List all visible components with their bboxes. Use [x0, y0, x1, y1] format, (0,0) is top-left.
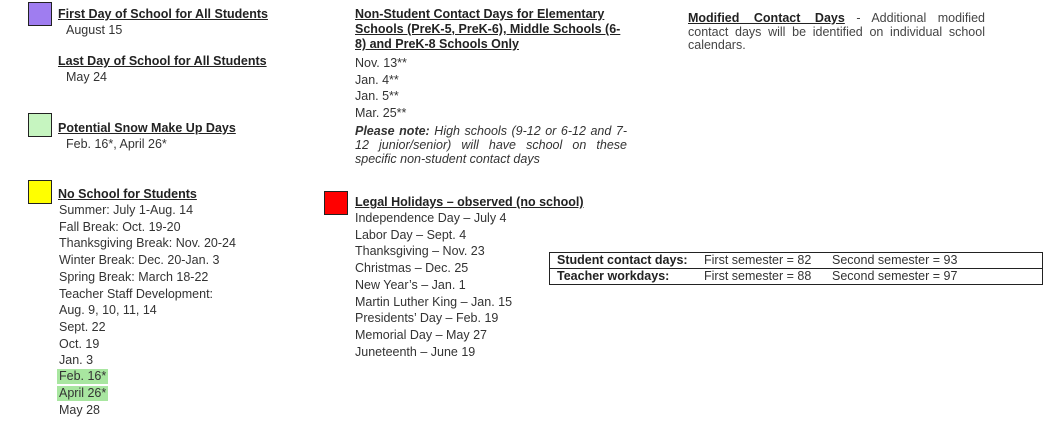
non-student-dates	[355, 55, 407, 122]
list-item: Memorial Day – May 27	[355, 327, 487, 342]
note-text: High schools (9-12 or 6-12 and 7-12 junior/senior) will have school on these specific non-student contact days	[355, 124, 628, 166]
list-item: Oct. 19	[59, 336, 100, 351]
modified-text: - Additional modified contact days will be identified on individual school calendars.	[688, 11, 985, 52]
list-item: Winter Break: Dec. 20-Jan. 3	[59, 253, 220, 268]
first-semester-value: First semester = 88	[704, 269, 812, 283]
list-item: Aug. 9, 10, 11, 14	[59, 303, 157, 318]
highlighted-snow-date: Feb. 16*	[59, 369, 107, 384]
no-school-heading: No School for Students	[58, 187, 197, 201]
holidays-list	[355, 210, 512, 360]
list-item: Presidents’ Day – Feb. 19	[355, 311, 499, 326]
list-item: Juneteenth – June 19	[355, 344, 476, 359]
list-item: Thanksgiving Break: Nov. 20-24	[59, 236, 236, 251]
list-item: Fall Break: Oct. 19-20	[59, 219, 181, 234]
first-day-heading: First Day of School for All Students	[58, 7, 268, 21]
second-semester-value: Second semester = 97	[832, 269, 958, 283]
row-label: Teacher workdays:	[557, 269, 670, 283]
list-item: Jan. 3	[59, 353, 94, 368]
holidays-heading: Legal Holidays – observed (no school)	[355, 195, 584, 209]
snow-dates: Feb. 16*, April 26*	[66, 137, 167, 151]
table-row	[550, 268, 1042, 284]
first-last-day-swatch	[28, 2, 52, 26]
non-student-heading: Non-Student Contact Days for Elementary Schools (PreK-5, PreK-6), Middle Schools (6-8) and PreK-8 Schools Only	[355, 7, 621, 51]
list-item: Spring Break: March 18-22	[59, 269, 209, 284]
summary-table	[549, 252, 1043, 285]
list-item: New Year’s – Jan. 1	[355, 277, 466, 292]
table-row	[550, 253, 1042, 268]
second-semester-value: Second semester = 93	[832, 253, 958, 267]
note-label: Please note:	[355, 124, 430, 138]
list-item: Christmas – Dec. 25	[355, 261, 469, 276]
list-item: Jan. 5**	[355, 89, 399, 104]
list-item: Labor Day – Sept. 4	[355, 227, 467, 242]
modified-contact-block	[688, 11, 985, 52]
first-semester-value: First semester = 82	[704, 253, 812, 267]
first-day-date: August 15	[66, 23, 123, 37]
snow-heading: Potential Snow Make Up Days	[58, 121, 236, 135]
last-day-heading: Last Day of School for All Students	[58, 54, 267, 68]
highlighted-snow-date: April 26*	[59, 385, 107, 400]
no-school-swatch	[28, 180, 52, 204]
list-item: Thanksgiving – Nov. 23	[355, 244, 485, 259]
no-school-list	[59, 202, 236, 419]
row-label: Student contact days:	[557, 253, 688, 267]
last-day-date: May 24	[66, 70, 107, 84]
list-item: Teacher Staff Development:	[59, 286, 214, 301]
list-item: Independence Day – July 4	[355, 211, 507, 225]
list-item: Summer: July 1-Aug. 14	[59, 203, 194, 217]
modified-heading: Modified Contact Days	[688, 11, 845, 25]
snow-makeup-swatch	[28, 113, 52, 137]
list-item: Jan. 4**	[355, 72, 399, 87]
legal-holiday-swatch	[324, 191, 348, 215]
list-item: Nov. 13**	[355, 56, 407, 70]
list-item: May 28	[59, 403, 100, 418]
list-item: Mar. 25**	[355, 106, 407, 121]
list-item: Sept. 22	[59, 319, 106, 334]
list-item: Martin Luther King – Jan. 15	[355, 294, 513, 309]
non-student-note	[355, 124, 627, 166]
